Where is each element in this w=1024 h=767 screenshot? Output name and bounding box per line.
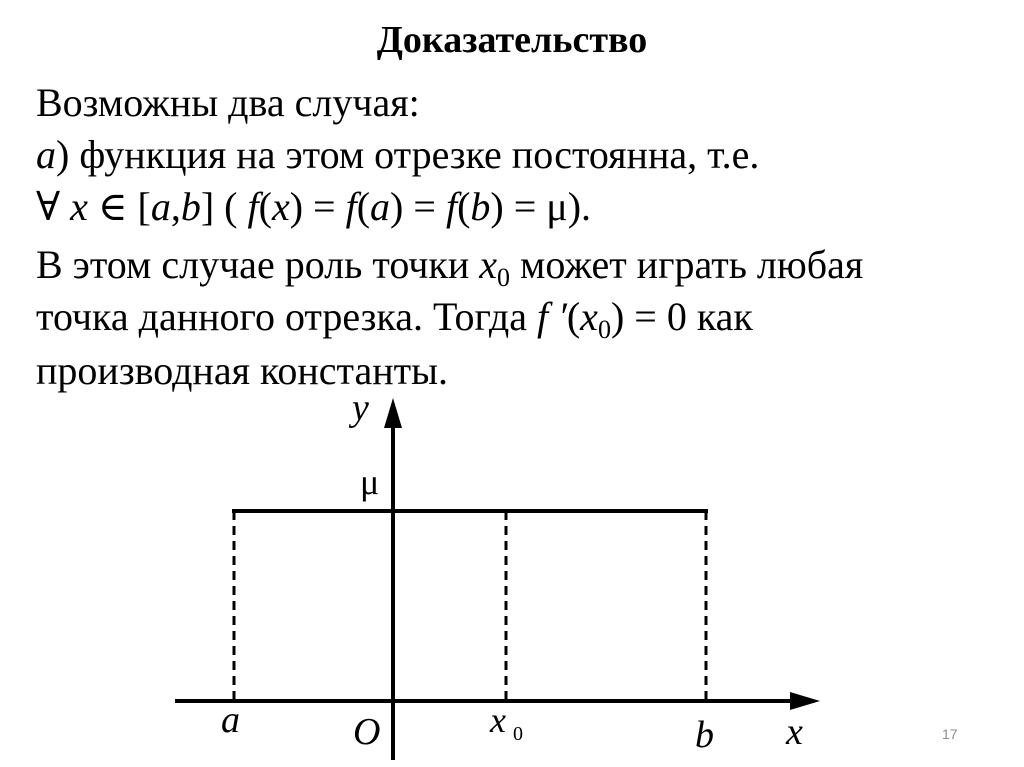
var-x: x	[70, 184, 88, 229]
case-description: ) функция на этом отрезке постоянна, т.е.	[56, 132, 760, 177]
x-axis-arrow-icon	[790, 692, 820, 710]
a-label: a	[221, 699, 240, 741]
case-letter: a	[36, 132, 56, 177]
slide-title: Доказательство	[376, 19, 648, 61]
origin-label: O	[353, 711, 381, 753]
y-axis-label: y	[352, 387, 369, 429]
mu-label: μ	[360, 462, 380, 502]
forall-symbol: ∀	[36, 184, 61, 229]
formula-line: ∀ x ∈ [a,b] ( f(x) = f(a) = f(b) = μ).	[36, 184, 592, 229]
y-axis-arrow-icon	[384, 398, 402, 428]
x0-label: x	[490, 700, 506, 740]
x-axis-label: x	[786, 711, 803, 753]
text-line-1: Возможны два случая:	[36, 80, 420, 125]
b-label: b	[695, 714, 714, 756]
x0-subscript: 0	[513, 723, 523, 745]
element-of-symbol: ∈	[97, 184, 128, 229]
text-line-4: В этом случае роль точки $x_0$ может играть любая	[36, 242, 864, 292]
text-line-5: точка данного отрезка. Тогда f $'(x_0) = 0$ как	[36, 294, 753, 344]
slide-number: 17	[942, 726, 958, 742]
text-line-6: производная константы.	[36, 348, 449, 393]
